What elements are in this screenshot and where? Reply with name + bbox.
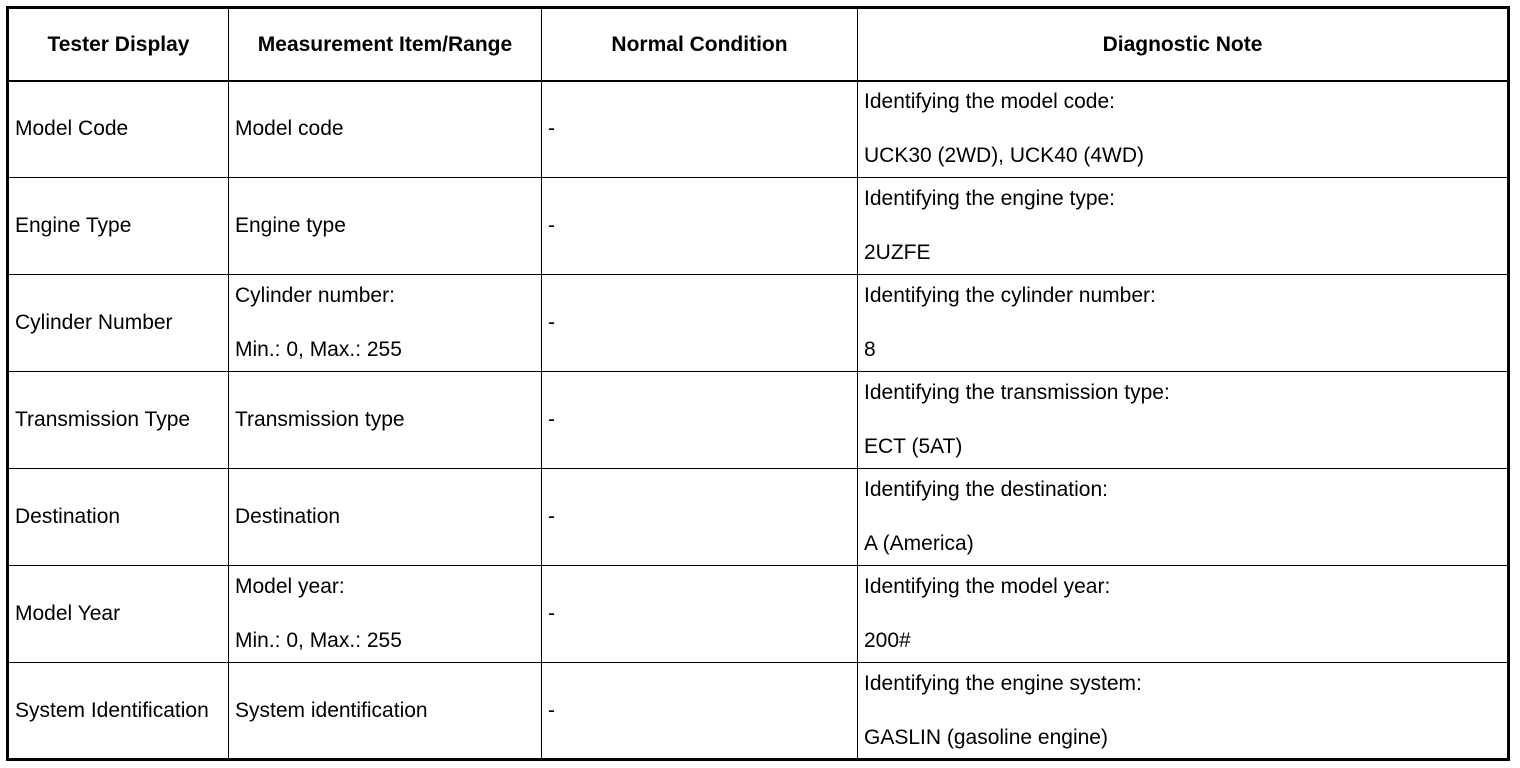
diagnostic-note-title: Identifying the engine type:	[864, 187, 1116, 210]
measurement-cell	[229, 275, 542, 372]
diagnostic-note-cell	[858, 81, 1509, 178]
diagnostic-note-value: ECT (5AT)	[864, 435, 963, 458]
table-row	[8, 566, 1509, 663]
normal-condition-cell: -	[542, 663, 858, 760]
diagnostic-note-title: Identifying the model code:	[864, 90, 1115, 114]
header-row	[8, 8, 1509, 81]
diagnostic-note-title: Identifying the destination:	[864, 478, 1109, 501]
header-diagnostic-note: Diagnostic Note	[858, 8, 1509, 81]
measurement-item: Cylinder number:	[235, 284, 395, 307]
normal-condition-cell: -	[542, 275, 858, 372]
tester-display-cell: Cylinder Number	[8, 275, 229, 372]
normal-condition-cell: -	[542, 178, 858, 275]
diagnostic-note-cell	[858, 178, 1509, 275]
diagnostic-note-title: Identifying the model year:	[864, 575, 1111, 598]
tester-display-cell: Destination	[8, 469, 229, 566]
tester-display-cell: Model Year	[8, 566, 229, 663]
normal-condition-cell: -	[542, 469, 858, 566]
table-row	[8, 81, 1509, 178]
header-normal-condition: Normal Condition	[542, 8, 858, 81]
diagnostic-note-title: Identifying the cylinder number:	[864, 284, 1156, 307]
measurement-range: Min.: 0, Max.: 255	[235, 338, 402, 361]
diagnostic-note-value: 8	[864, 338, 876, 361]
table-row	[8, 663, 1509, 760]
normal-condition-cell: -	[542, 566, 858, 663]
diagnostic-note-value: A (America)	[864, 532, 974, 555]
measurement-cell: Engine type	[229, 178, 542, 275]
table-row	[8, 372, 1509, 469]
tester-display-cell: Transmission Type	[8, 372, 229, 469]
diagnostic-note-title: Identifying the transmission type:	[864, 381, 1170, 404]
normal-condition-cell: -	[542, 81, 858, 178]
diagnostic-note-value: UCK30 (2WD), UCK40 (4WD)	[864, 144, 1145, 168]
diagnostic-note-cell	[858, 372, 1509, 469]
measurement-cell: Model code	[229, 81, 542, 178]
tester-display-cell: Engine Type	[8, 178, 229, 275]
diagnostic-note-cell	[858, 663, 1509, 760]
measurement-item: Model year:	[235, 575, 345, 598]
diagnostic-note-cell	[858, 275, 1509, 372]
header-measurement-item-range: Measurement Item/Range	[229, 8, 542, 81]
measurement-range: Min.: 0, Max.: 255	[235, 629, 402, 652]
table-row	[8, 469, 1509, 566]
header-tester-display: Tester Display	[8, 8, 229, 81]
diagnostic-note-cell	[858, 566, 1509, 663]
normal-condition-cell: -	[542, 372, 858, 469]
measurement-cell	[229, 566, 542, 663]
measurement-cell: Destination	[229, 469, 542, 566]
measurement-cell: Transmission type	[229, 372, 542, 469]
diagnostic-note-title: Identifying the engine system:	[864, 671, 1142, 695]
tester-display-cell: Model Code	[8, 81, 229, 178]
table-row	[8, 178, 1509, 275]
table-row	[8, 275, 1509, 372]
diagnostic-note-cell	[858, 469, 1509, 566]
measurement-cell: System identification	[229, 663, 542, 760]
tester-display-cell: System Identification	[8, 663, 229, 760]
diagnostic-note-value: 2UZFE	[864, 241, 931, 264]
diagnostic-note-value: GASLIN (gasoline engine)	[864, 725, 1108, 749]
diagnostic-note-value: 200#	[864, 629, 911, 652]
data-list-table	[6, 6, 1510, 761]
